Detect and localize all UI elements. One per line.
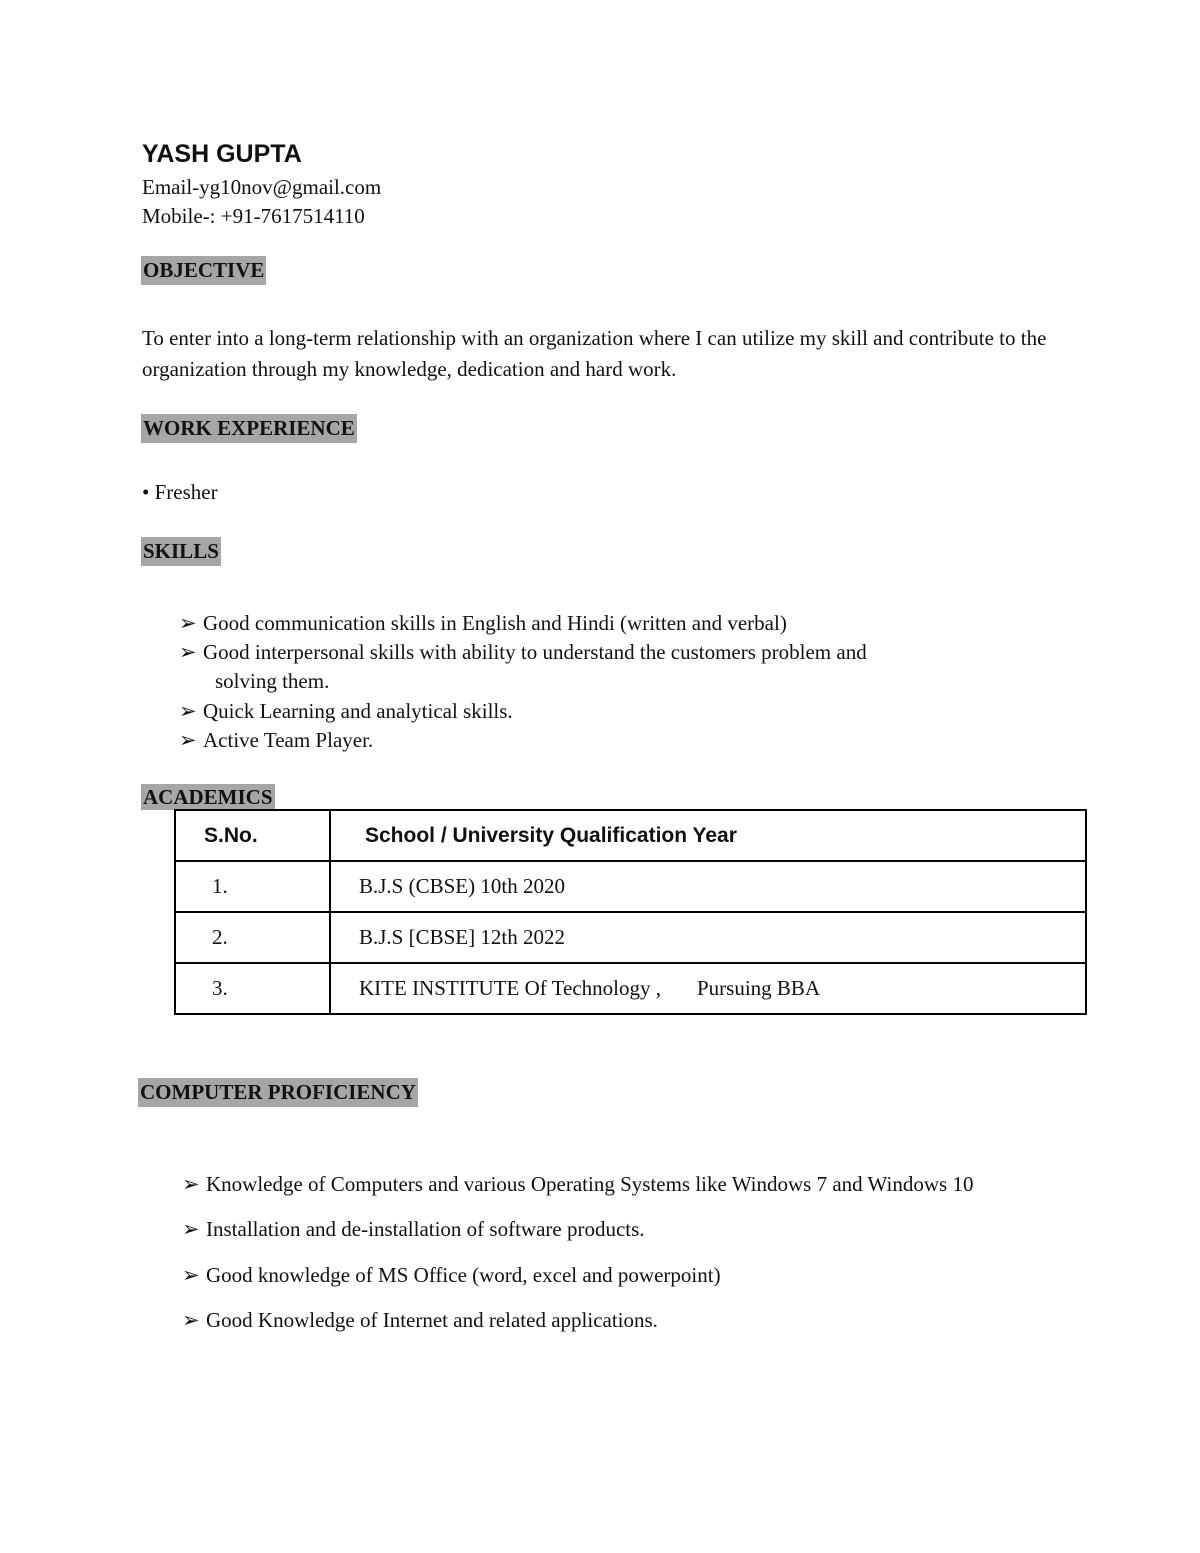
objective-text: To enter into a long-term relationship with an organization where I can utilize my skill and contribute to the organization through my knowledge, dedication and hard work. bbox=[142, 326, 1047, 381]
candidate-name: YASH GUPTA bbox=[142, 140, 302, 168]
objective-heading: OBJECTIVE bbox=[141, 256, 266, 285]
skill-text-continuation: solving them. bbox=[215, 669, 330, 693]
cell-sno: 3. bbox=[175, 963, 330, 1014]
skills-heading: SKILLS bbox=[141, 537, 221, 566]
skill-text: Active Team Player. bbox=[203, 728, 374, 752]
cell-qualification: B.J.S [CBSE] 12th 2022 bbox=[330, 912, 1086, 963]
skills-list-item bbox=[179, 699, 513, 724]
cell-sno: 1. bbox=[175, 861, 330, 912]
skill-text: Good interpersonal skills with ability to understand the customers problem and bbox=[203, 640, 867, 664]
table-row bbox=[175, 861, 1086, 912]
work-experience-heading: WORK EXPERIENCE bbox=[141, 414, 357, 443]
computer-list-item bbox=[182, 1172, 973, 1197]
institution-name: KITE INSTITUTE Of Technology , bbox=[359, 976, 661, 1000]
academics-table bbox=[174, 809, 1087, 1015]
computer-item-text: Knowledge of Computers and various Operating Systems like Windows 7 and Windows 10 bbox=[206, 1172, 974, 1196]
arrow-bullet-icon: ➢ bbox=[179, 640, 197, 664]
arrow-bullet-icon: ➢ bbox=[182, 1172, 200, 1196]
mobile-line: Mobile-: +91-7617514110 bbox=[142, 204, 365, 228]
arrow-bullet-icon: ➢ bbox=[182, 1263, 200, 1287]
table-row bbox=[175, 912, 1086, 963]
computer-list-item bbox=[182, 1263, 721, 1288]
course-status: Pursuing BBA bbox=[697, 976, 821, 1000]
computer-item-text: Good knowledge of MS Office (word, excel and powerpoint) bbox=[206, 1263, 721, 1287]
table-row bbox=[175, 963, 1086, 1014]
skills-list-item bbox=[179, 640, 867, 665]
skill-text: Quick Learning and analytical skills. bbox=[203, 699, 513, 723]
work-experience-item: • Fresher bbox=[142, 480, 218, 504]
computer-list-item bbox=[182, 1308, 658, 1333]
academics-heading: ACADEMICS bbox=[143, 785, 273, 809]
arrow-bullet-icon: ➢ bbox=[179, 699, 197, 723]
skill-text: Good communication skills in English and Hindi (written and verbal) bbox=[203, 611, 787, 635]
arrow-bullet-icon: ➢ bbox=[179, 611, 197, 635]
skills-list-item bbox=[179, 728, 373, 753]
cell-qualification: B.J.S (CBSE) 10th 2020 bbox=[330, 861, 1086, 912]
arrow-bullet-icon: ➢ bbox=[182, 1308, 200, 1332]
column-header-sno: S.No. bbox=[175, 810, 330, 861]
arrow-bullet-icon: ➢ bbox=[179, 728, 197, 752]
skills-list-item bbox=[179, 611, 787, 636]
email-line: Email-yg10nov@gmail.com bbox=[142, 175, 382, 199]
computer-item-text: Installation and de-installation of software products. bbox=[206, 1217, 645, 1241]
cell-qualification bbox=[330, 963, 1086, 1014]
table-header-row bbox=[175, 810, 1086, 861]
cell-sno: 2. bbox=[175, 912, 330, 963]
computer-proficiency-heading: COMPUTER PROFICIENCY bbox=[138, 1078, 418, 1107]
computer-list-item bbox=[182, 1217, 645, 1242]
column-header-qualification: School / University Qualification Year bbox=[330, 810, 1086, 861]
arrow-bullet-icon: ➢ bbox=[182, 1217, 200, 1241]
computer-item-text: Good Knowledge of Internet and related applications. bbox=[206, 1308, 658, 1332]
